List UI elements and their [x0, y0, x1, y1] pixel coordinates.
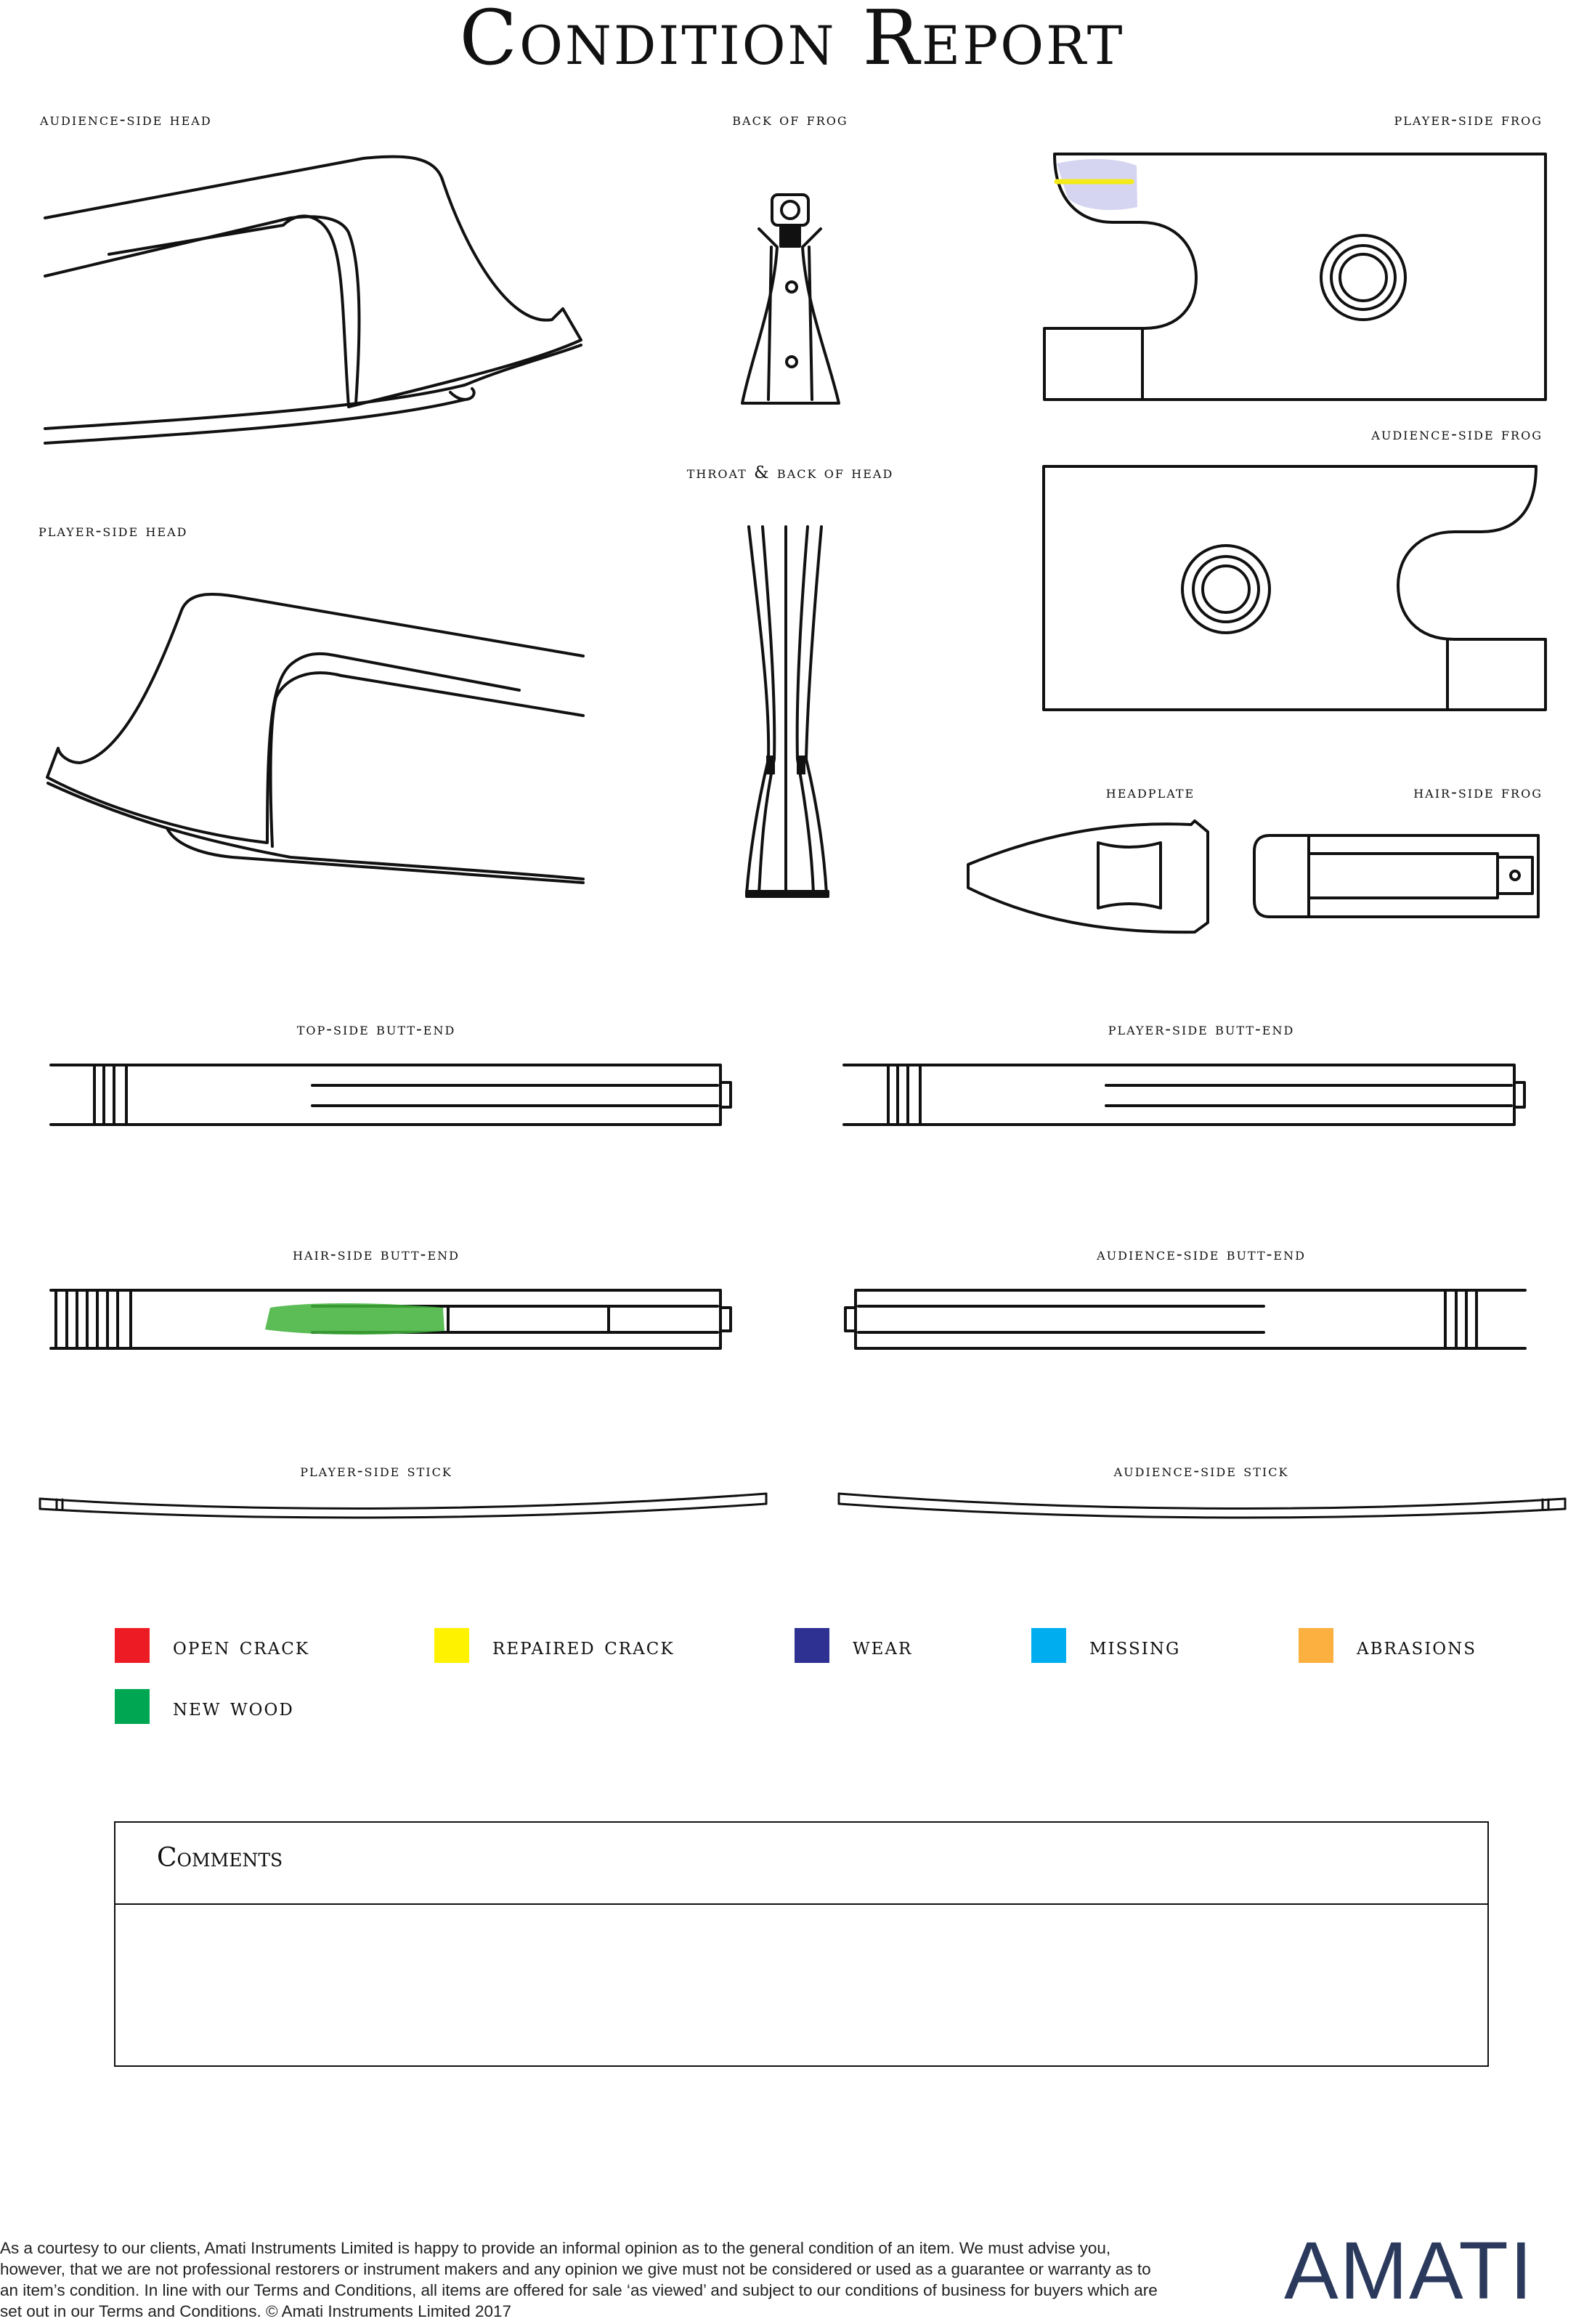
label-player-side-frog: player-side frog	[1394, 110, 1543, 129]
legend-label: open crack	[173, 1631, 310, 1660]
label-player-side-stick: player-side stick	[300, 1462, 452, 1481]
comments-title: Comments	[157, 1843, 283, 1873]
legend-swatch	[795, 1628, 829, 1663]
player-side-stick-drawing	[40, 1494, 766, 1518]
legend-item-new-wood	[115, 1688, 294, 1725]
label-audience-side-head: audience-side head	[40, 110, 212, 129]
disclaimer-text: As a courtesy to our clients, Amati Instruments Limited is happy to provide an informal opinion as to the general condition of an item. We must advise you, however, that we are not professional restorers or instrument makers and any opinion we give must not be considered or used as a guarantee or warranty as to an item’s condition. In line with our Terms and Conditions, all items are offered for sale ‘as viewed’ and subject to our conditions of business for buyers which are set out in our Terms and Conditions. © Amati Instruments Limited 2017	[0, 2239, 1158, 2320]
page-title: Condition Report	[459, 0, 1125, 82]
top-side-butt-end-drawing	[51, 1065, 731, 1125]
new-wood-marking	[265, 1303, 444, 1335]
legend-item-missing	[1031, 1627, 1180, 1664]
headplate-drawing	[968, 821, 1208, 932]
comments-field[interactable]	[115, 1905, 1487, 1934]
legend-label: repaired crack	[492, 1631, 675, 1660]
player-side-head-drawing	[47, 594, 583, 883]
legend-label: missing	[1089, 1631, 1181, 1660]
label-player-side-head: player-side head	[38, 522, 188, 540]
legend-swatch	[115, 1628, 150, 1663]
label-back-of-frog: back of frog	[732, 110, 848, 129]
label-hair-side-frog: hair-side frog	[1413, 783, 1543, 802]
audience-side-butt-end-drawing	[845, 1290, 1525, 1348]
player-side-frog-drawing	[1044, 154, 1546, 401]
legend-swatch	[1299, 1628, 1333, 1663]
legend-swatch	[434, 1628, 469, 1663]
comments-box	[114, 1821, 1489, 2067]
audience-side-frog-drawing	[1044, 466, 1546, 710]
comments-header	[115, 1823, 1487, 1905]
label-top-side-butt-end: top-side butt-end	[296, 1020, 456, 1039]
label-audience-side-butt-end: audience-side butt-end	[1097, 1245, 1306, 1264]
legend-item-open-crack	[115, 1627, 309, 1664]
legend-label: wear	[853, 1631, 913, 1660]
legend-swatch	[115, 1689, 150, 1724]
hair-side-butt-end-drawing	[51, 1290, 731, 1348]
legend-swatch	[1031, 1628, 1066, 1663]
label-player-side-butt-end: player-side butt-end	[1108, 1020, 1295, 1039]
legend-item-repaired-crack	[434, 1627, 675, 1664]
legend-item-abrasions	[1299, 1627, 1477, 1664]
hair-side-frog-drawing	[1254, 835, 1538, 917]
back-of-frog-drawing	[742, 195, 839, 403]
throat-back-of-head-drawing	[747, 527, 828, 896]
label-throat-back-of-head: throat & back of head	[686, 463, 894, 482]
label-audience-side-frog: audience-side frog	[1371, 425, 1543, 444]
label-hair-side-butt-end: hair-side butt-end	[293, 1245, 460, 1264]
legend-item-wear	[795, 1627, 912, 1664]
player-side-butt-end-drawing	[844, 1065, 1524, 1125]
label-headplate: headplate	[1105, 783, 1195, 802]
audience-side-head-drawing	[45, 157, 581, 443]
legend-label: abrasions	[1357, 1631, 1477, 1660]
brand-logo: AMATI	[1284, 2225, 1534, 2316]
label-audience-side-stick: audience-side stick	[1113, 1462, 1289, 1481]
legend-label: new wood	[173, 1692, 294, 1721]
audience-side-stick-drawing	[839, 1494, 1565, 1518]
